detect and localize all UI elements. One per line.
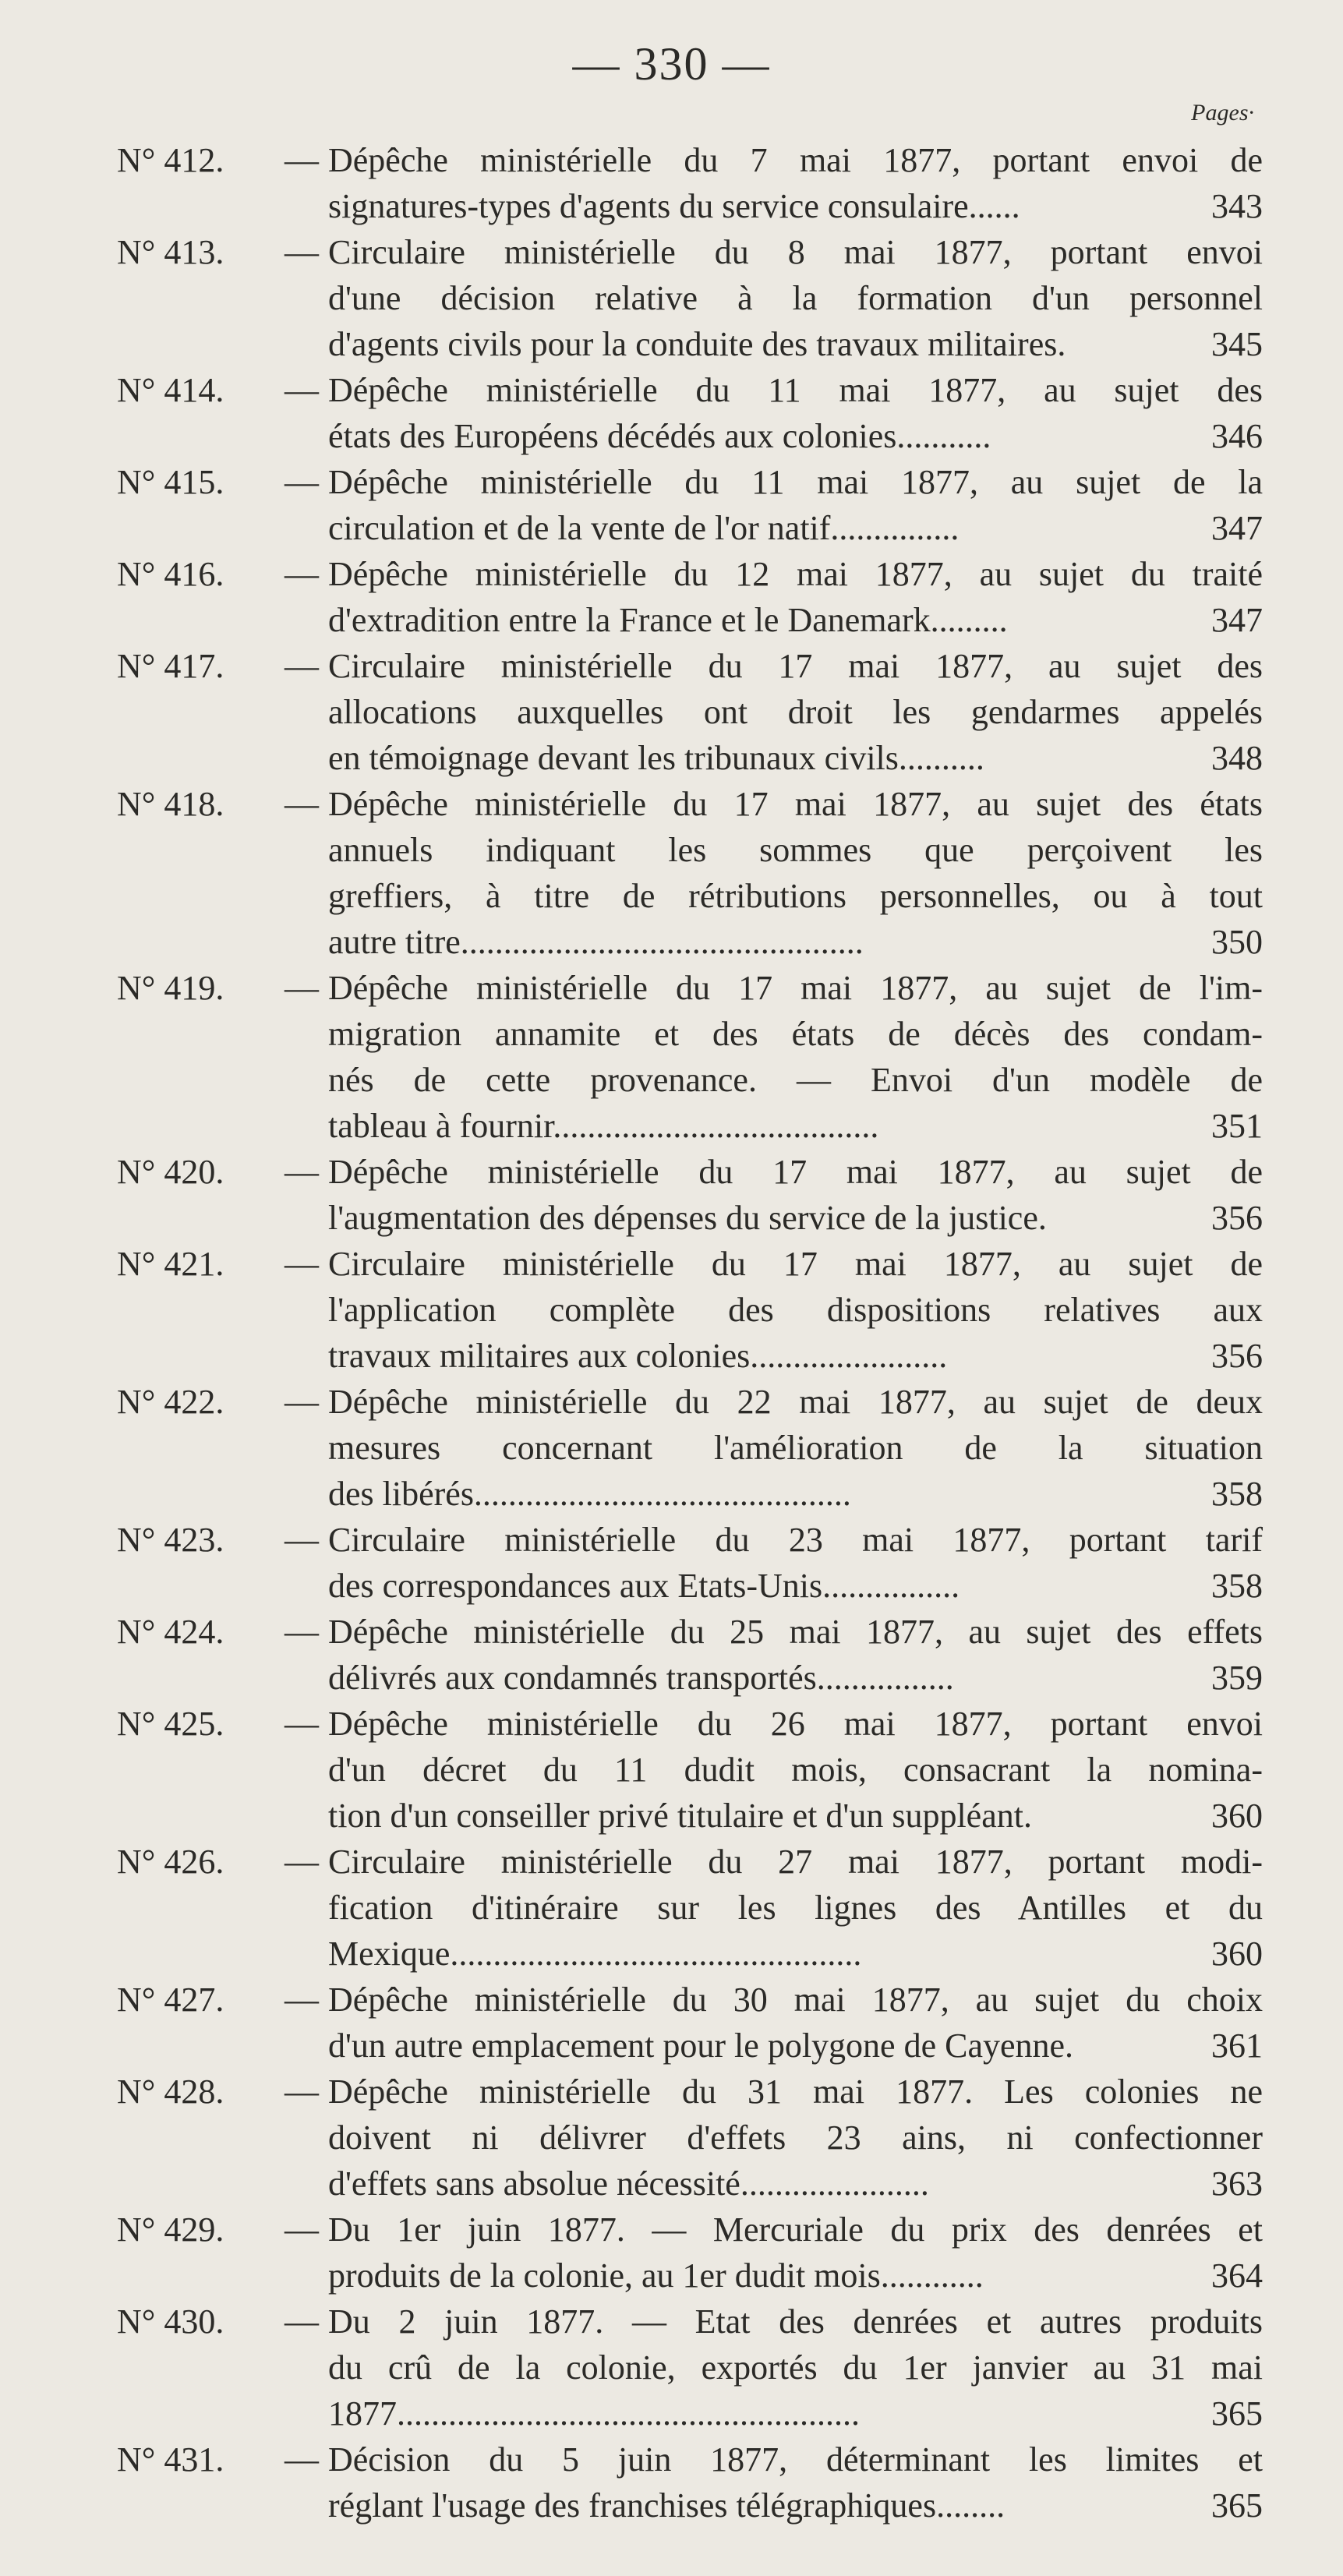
entry-text-line: Circulaire ministérielle du 23 mai 1877, portant tarif <box>328 1521 1263 1559</box>
entry-last-line <box>328 2253 1263 2299</box>
entry-number: N° 421. <box>117 1245 224 1283</box>
entry-number: N° 422. <box>117 1383 224 1421</box>
entry-text: d'un autre emplacement pour le polygone de Cayenne. <box>328 2027 1074 2065</box>
entry-text-line: Dépêche ministérielle du 26 mai 1877, portant envoi <box>328 1705 1263 1743</box>
entry-dash: — <box>285 1843 319 1881</box>
toc-entry <box>117 781 1263 965</box>
entry-dash: — <box>285 2072 319 2111</box>
entry-text-line: Dépêche ministérielle du 17 mai 1877, au sujet des états <box>328 785 1263 823</box>
entry-description <box>328 1517 1263 1609</box>
entry-dash: — <box>285 969 319 1007</box>
entry-page-number: 356 <box>1211 1199 1263 1237</box>
entry-page-number: 358 <box>1211 1475 1263 1513</box>
entry-text: tableau à fournir...................................... <box>328 1107 879 1145</box>
entry-text-line: Dépêche ministérielle du 17 mai 1877, au sujet de l'im- <box>328 969 1263 1007</box>
entry-page-number: 351 <box>1211 1107 1263 1145</box>
entry-description <box>328 643 1263 781</box>
entry-text-line: Dépêche ministérielle du 17 mai 1877, au sujet de <box>328 1153 1263 1191</box>
entry-page-number: 358 <box>1211 1567 1263 1605</box>
entry-text-line: du crû de la colonie, exportés du 1er janvier au 31 mai <box>328 2348 1263 2387</box>
entry-text-line: Du 1er juin 1877. — Mercuriale du prix des denrées et <box>328 2210 1263 2249</box>
entry-description <box>328 459 1263 551</box>
entry-description <box>328 2299 1263 2436</box>
entry-description <box>328 2069 1263 2207</box>
entry-page-number: 345 <box>1211 325 1263 363</box>
entry-dash: — <box>285 2440 319 2479</box>
entry-number: N° 424. <box>117 1613 224 1651</box>
entry-number: N° 428. <box>117 2072 224 2111</box>
entry-last-line <box>328 1563 1263 1609</box>
entry-last-line <box>328 1655 1263 1701</box>
entry-last-line <box>328 183 1263 229</box>
entry-number: N° 431. <box>117 2440 224 2479</box>
entry-last-line <box>328 2482 1263 2528</box>
entry-last-line <box>328 1471 1263 1517</box>
toc-entry <box>117 229 1263 367</box>
toc-entry <box>117 2299 1263 2436</box>
entry-text: d'extradition entre la France et le Danemark......... <box>328 601 1008 639</box>
entry-dash: — <box>285 1981 319 2019</box>
entry-number: N° 417. <box>117 647 224 685</box>
entry-text-line: Du 2 juin 1877. — Etat des denrées et autres produits <box>328 2302 1263 2341</box>
entry-text: l'augmentation des dépenses du service de la justice. <box>328 1199 1047 1237</box>
entry-page-number: 363 <box>1211 2164 1263 2203</box>
toc-entry <box>117 643 1263 781</box>
entry-page-number: 347 <box>1211 509 1263 547</box>
entry-number: N° 419. <box>117 969 224 1007</box>
entry-number: N° 416. <box>117 555 224 593</box>
pages-column-header: Pages· <box>1191 100 1254 125</box>
entry-text: d'agents civils pour la conduite des travaux militaires. <box>328 325 1066 363</box>
entry-page-number: 364 <box>1211 2256 1263 2295</box>
entry-last-line <box>328 1931 1263 1977</box>
entry-last-line <box>328 1103 1263 1149</box>
entry-text: Mexique................................................ <box>328 1935 862 1973</box>
entry-text: tion d'un conseiller privé titulaire et d'un suppléant. <box>328 1797 1032 1835</box>
entry-last-line <box>328 919 1263 965</box>
entry-description <box>328 551 1263 643</box>
entry-text-line: greffiers, à titre de rétributions personnelles, ou à tout <box>328 877 1263 915</box>
entry-last-line <box>328 2161 1263 2207</box>
entry-dash: — <box>285 2302 319 2341</box>
toc-entry <box>117 1609 1263 1701</box>
toc-entry <box>117 1977 1263 2069</box>
entry-last-line <box>328 1793 1263 1839</box>
entry-page-number: 365 <box>1211 2486 1263 2525</box>
toc-entry <box>117 459 1263 551</box>
entry-page-number: 361 <box>1211 2027 1263 2065</box>
entry-page-number: 365 <box>1211 2394 1263 2433</box>
entry-description <box>328 965 1263 1149</box>
entry-description <box>328 229 1263 367</box>
entry-dash: — <box>285 785 319 823</box>
entry-description <box>328 1609 1263 1701</box>
entry-text-line: allocations auxquelles ont droit les gendarmes appelés <box>328 693 1263 731</box>
entry-number: N° 413. <box>117 233 224 271</box>
entry-number: N° 418. <box>117 785 224 823</box>
entry-text-line: fication d'itinéraire sur les lignes des Antilles et du <box>328 1889 1263 1927</box>
entry-last-line <box>328 1333 1263 1379</box>
entry-description <box>328 1701 1263 1839</box>
entry-text: d'effets sans absolue nécessité...................... <box>328 2164 929 2203</box>
entry-description <box>328 781 1263 965</box>
entry-text-line: doivent ni délivrer d'effets 23 ains, ni confectionner <box>328 2118 1263 2157</box>
toc-entry <box>117 2207 1263 2299</box>
entry-dash: — <box>285 463 319 501</box>
toc-entry <box>117 1149 1263 1241</box>
entry-text: des libérés............................................ <box>328 1475 851 1513</box>
entry-dash: — <box>285 1383 319 1421</box>
entry-page-number: 346 <box>1211 417 1263 455</box>
table-of-contents <box>117 137 1263 2528</box>
entry-number: N° 420. <box>117 1153 224 1191</box>
entry-text-line: Circulaire ministérielle du 17 mai 1877, au sujet des <box>328 647 1263 685</box>
entry-dash: — <box>285 647 319 685</box>
entry-description <box>328 2207 1263 2299</box>
entry-dash: — <box>285 1705 319 1743</box>
entry-text-line: Dépêche ministérielle du 30 mai 1877, au sujet du choix <box>328 1981 1263 2019</box>
entry-number: N° 426. <box>117 1843 224 1881</box>
entry-last-line <box>328 413 1263 459</box>
entry-text-line: Dépêche ministérielle du 11 mai 1877, au sujet des <box>328 371 1263 409</box>
entry-text-line: migration annamite et des états de décès des condam- <box>328 1015 1263 1053</box>
toc-entry <box>117 965 1263 1149</box>
page-number: — 330 — <box>572 38 771 90</box>
toc-entry <box>117 367 1263 459</box>
toc-entry <box>117 1241 1263 1379</box>
entry-last-line <box>328 2023 1263 2069</box>
toc-entry <box>117 1517 1263 1609</box>
entry-dash: — <box>285 1613 319 1651</box>
entry-dash: — <box>285 141 319 179</box>
entry-text-line: Dépêche ministérielle du 31 mai 1877. Les colonies ne <box>328 2072 1263 2111</box>
entry-description <box>328 1149 1263 1241</box>
entry-text: produits de la colonie, au 1er dudit mois............ <box>328 2256 984 2295</box>
entry-last-line <box>328 505 1263 551</box>
entry-text-line: d'une décision relative à la formation d'un personnel <box>328 279 1263 317</box>
entry-number: N° 425. <box>117 1705 224 1743</box>
entry-text: travaux militaires aux colonies....................... <box>328 1337 948 1375</box>
entry-text-line: annuels indiquant les sommes que perçoivent les <box>328 831 1263 869</box>
entry-dash: — <box>285 233 319 271</box>
entry-page-number: 360 <box>1211 1797 1263 1835</box>
toc-entry <box>117 2069 1263 2207</box>
toc-entry <box>117 1701 1263 1839</box>
entry-dash: — <box>285 555 319 593</box>
entry-text-line: Circulaire ministérielle du 17 mai 1877, au sujet de <box>328 1245 1263 1283</box>
entry-page-number: 360 <box>1211 1935 1263 1973</box>
toc-entry <box>117 1379 1263 1517</box>
entry-number: N° 412. <box>117 141 224 179</box>
entry-dash: — <box>285 1245 319 1283</box>
entry-dash: — <box>285 1521 319 1559</box>
entry-text-line: Dépêche ministérielle du 22 mai 1877, au sujet de deux <box>328 1383 1263 1421</box>
toc-entry <box>117 137 1263 229</box>
entry-text-line: Circulaire ministérielle du 27 mai 1877, portant modi- <box>328 1843 1263 1881</box>
entry-text: circulation et de la vente de l'or natif............... <box>328 509 960 547</box>
entry-text: 1877...................................................... <box>328 2394 860 2433</box>
entry-description <box>328 1839 1263 1977</box>
entry-text-line: l'application complète des dispositions relatives aux <box>328 1291 1263 1329</box>
entry-page-number: 343 <box>1211 187 1263 225</box>
entry-description <box>328 2436 1263 2528</box>
entry-number: N° 427. <box>117 1981 224 2019</box>
toc-entry <box>117 551 1263 643</box>
entry-text: réglant l'usage des franchises télégraphiques........ <box>328 2486 1005 2525</box>
entry-text: des correspondances aux Etats-Unis................ <box>328 1567 960 1605</box>
entry-description <box>328 367 1263 459</box>
toc-entry <box>117 2436 1263 2528</box>
entry-number: N° 430. <box>117 2302 224 2341</box>
entry-last-line <box>328 321 1263 367</box>
entry-page-number: 359 <box>1211 1659 1263 1697</box>
entry-page-number: 350 <box>1211 923 1263 961</box>
entry-page-number: 348 <box>1211 739 1263 777</box>
entry-number: N° 414. <box>117 371 224 409</box>
entry-text: états des Européens décédés aux colonies........... <box>328 417 991 455</box>
entry-text-line: Décision du 5 juin 1877, déterminant les limites et <box>328 2440 1263 2479</box>
entry-text-line: nés de cette provenance. — Envoi d'un modèle de <box>328 1061 1263 1099</box>
entry-text-line: d'un décret du 11 dudit mois, consacrant la nomina- <box>328 1751 1263 1789</box>
entry-number: N° 423. <box>117 1521 224 1559</box>
entry-text-line: Dépêche ministérielle du 25 mai 1877, au sujet des effets <box>328 1613 1263 1651</box>
entry-text-line: Dépêche ministérielle du 7 mai 1877, portant envoi de <box>328 141 1263 179</box>
entry-description <box>328 1977 1263 2069</box>
entry-text: en témoignage devant les tribunaux civils.......... <box>328 739 984 777</box>
entry-dash: — <box>285 2210 319 2249</box>
entry-text: signatures-types d'agents du service consulaire...... <box>328 187 1020 225</box>
entry-number: N° 429. <box>117 2210 224 2249</box>
entry-text-line: Dépêche ministérielle du 11 mai 1877, au sujet de la <box>328 463 1263 501</box>
entry-text: autre titre............................................... <box>328 923 864 961</box>
entry-text-line: Dépêche ministérielle du 12 mai 1877, au sujet du traité <box>328 555 1263 593</box>
entry-last-line <box>328 1195 1263 1241</box>
entry-text: délivrés aux condamnés transportés................ <box>328 1659 954 1697</box>
entry-last-line <box>328 2390 1263 2436</box>
entry-number: N° 415. <box>117 463 224 501</box>
entry-dash: — <box>285 371 319 409</box>
entry-description <box>328 137 1263 229</box>
toc-entry <box>117 1839 1263 1977</box>
entry-description <box>328 1379 1263 1517</box>
entry-page-number: 347 <box>1211 601 1263 639</box>
entry-description <box>328 1241 1263 1379</box>
entry-dash: — <box>285 1153 319 1191</box>
entry-text-line: Circulaire ministérielle du 8 mai 1877, portant envoi <box>328 233 1263 271</box>
entry-page-number: 356 <box>1211 1337 1263 1375</box>
entry-last-line <box>328 597 1263 643</box>
entry-last-line <box>328 735 1263 781</box>
entry-text-line: mesures concernant l'amélioration de la situation <box>328 1429 1263 1467</box>
